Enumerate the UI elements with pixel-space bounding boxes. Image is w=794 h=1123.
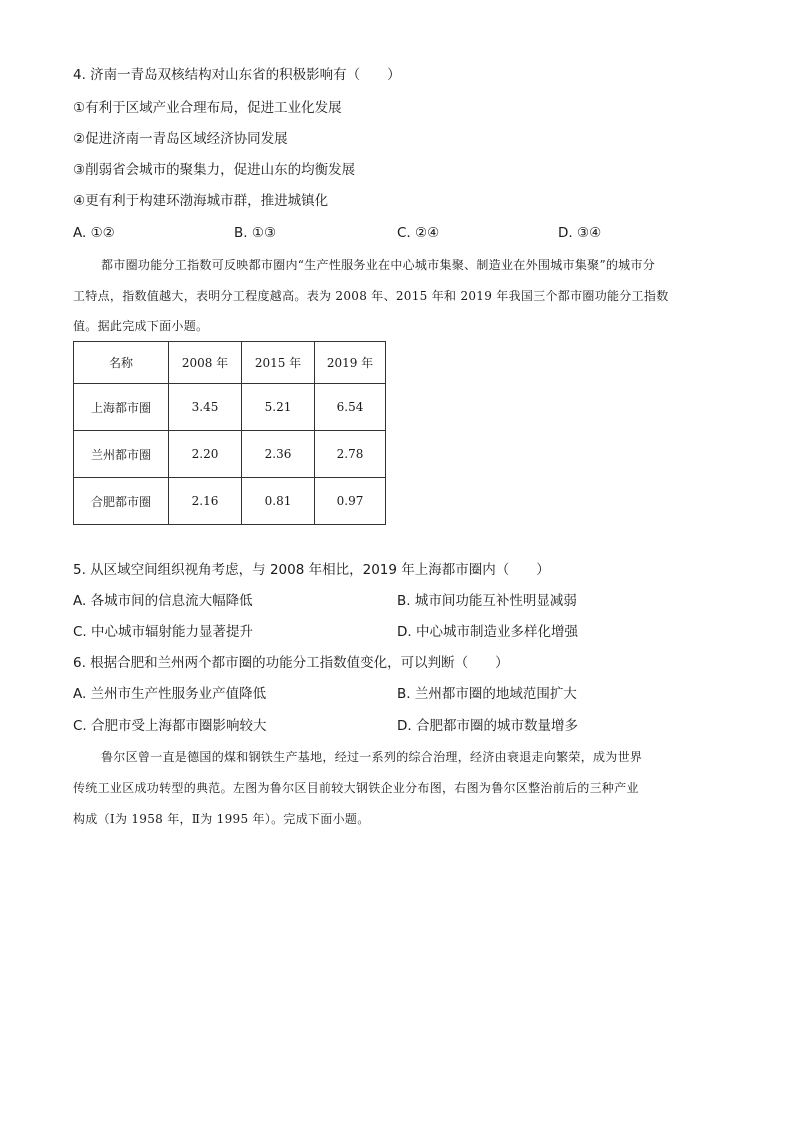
passage2-line-2: 传统工业区成功转型的典范。左图为鲁尔区目前较大钢铁企业分布图，右图为鲁尔区整治前后的三种产业 — [73, 781, 639, 795]
table-header-row — [74, 342, 386, 384]
table-cell: 0.97 — [315, 478, 386, 525]
q5-stem: 5. 从区域空间组织视角考虑，与 2008 年相比，2019 年上海都市圈内（ ） — [73, 562, 550, 578]
passage1-line-2: 工特点，指数值越大，表明分工程度越高。表为 2008 年、2015 年和 2019 年我国三个都市圈功能分工指数 — [73, 289, 669, 303]
q6-option-d: D. 合肥都市圈的城市数量增多 — [397, 718, 578, 734]
q5-option-b: B. 城市间功能互补性明显减弱 — [397, 593, 577, 609]
table-cell: 合肥都市圈 — [74, 478, 169, 525]
q5-option-a: A. 各城市间的信息流大幅降低 — [73, 593, 253, 609]
passage1-line-1: 都市圈功能分工指数可反映都市圈内“生产性服务业在中心城市集聚、制造业在外围城市集聚”的城市分 — [101, 258, 656, 272]
q4-item-3: ③削弱省会城市的聚集力，促进山东的均衡发展 — [73, 162, 356, 178]
passage1-line-3: 值。据此完成下面小题。 — [73, 319, 209, 333]
table-cell: 2.36 — [242, 431, 315, 478]
table-row — [74, 431, 386, 478]
q4-item-1: ①有利于区域产业合理布局，促进工业化发展 — [73, 100, 342, 116]
q6-stem: 6. 根据合肥和兰州两个都市圈的功能分工指数值变化，可以判断（ ） — [73, 655, 509, 671]
table-cell: 2.20 — [169, 431, 242, 478]
q6-option-b: B. 兰州都市圈的地域范围扩大 — [397, 686, 577, 702]
table-cell: 兰州都市圈 — [74, 431, 169, 478]
q4-stem: 4. 济南一青岛双核结构对山东省的积极影响有（ ） — [73, 67, 401, 83]
q4-option-c: C. ②④ — [397, 225, 440, 241]
q4-option-a: A. ①② — [73, 225, 115, 241]
table-row — [74, 478, 386, 525]
table-header-cell: 2008 年 — [169, 342, 242, 384]
q6-option-c: C. 合肥市受上海都市圈影响较大 — [73, 718, 267, 734]
table-cell: 2.16 — [169, 478, 242, 525]
table-cell: 2.78 — [315, 431, 386, 478]
table-cell: 5.21 — [242, 384, 315, 431]
q4-option-b: B. ①③ — [234, 225, 277, 241]
q5-option-c: C. 中心城市辐射能力显著提升 — [73, 624, 254, 640]
table-cell: 上海都市圈 — [74, 384, 169, 431]
q4-item-4: ④更有利于构建环渤海城市群，推进城镇化 — [73, 193, 329, 209]
passage2-line-3: 构成（Ⅰ为 1958 年，Ⅱ为 1995 年）。完成下面小题。 — [73, 812, 370, 826]
table-cell: 0.81 — [242, 478, 315, 525]
table-header-cell: 2019 年 — [315, 342, 386, 384]
passage2-line-1: 鲁尔区曾一直是德国的煤和钢铁生产基地，经过一系列的综合治理，经济由衰退走向繁荣，成为世界 — [101, 750, 643, 764]
q6-option-a: A. 兰州市生产性服务业产值降低 — [73, 686, 267, 702]
table-cell: 6.54 — [315, 384, 386, 431]
table-header-cell: 名称 — [74, 342, 169, 384]
q4-item-2: ②促进济南一青岛区域经济协同发展 — [73, 131, 288, 147]
table-cell: 3.45 — [169, 384, 242, 431]
table-header-cell: 2015 年 — [242, 342, 315, 384]
table-row — [74, 384, 386, 431]
q4-option-d: D. ③④ — [558, 225, 602, 241]
division-index-table — [73, 341, 386, 525]
q5-option-d: D. 中心城市制造业多样化增强 — [397, 624, 578, 640]
